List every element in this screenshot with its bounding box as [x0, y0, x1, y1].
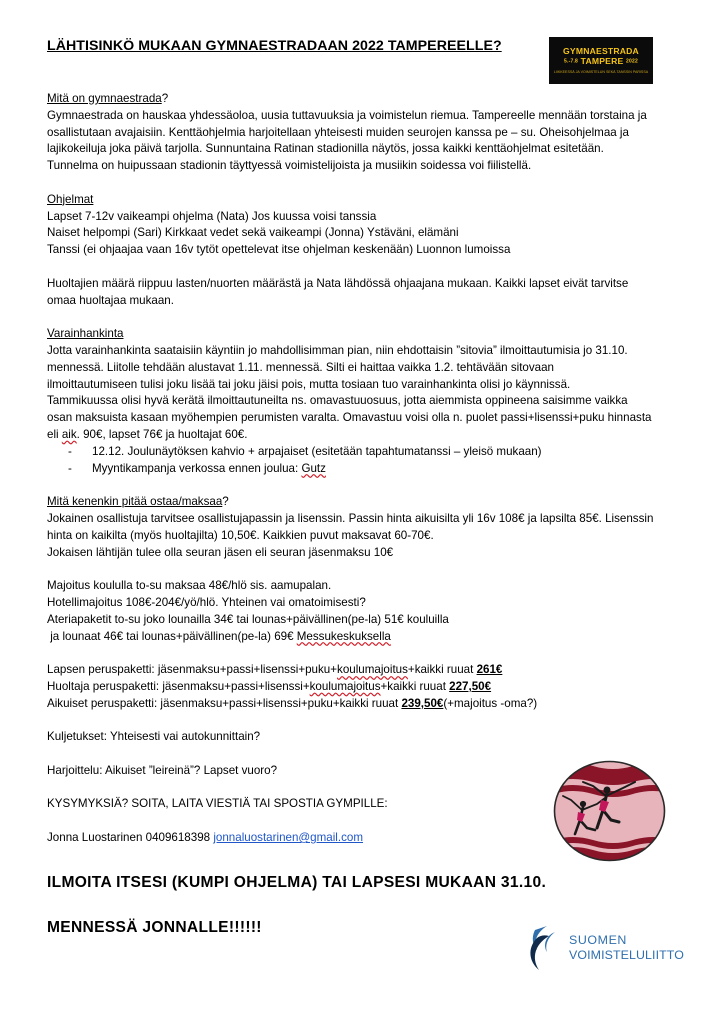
svl-line1: SUOMEN — [569, 933, 627, 947]
svl-line2: VOIMISTELULIITTO — [569, 948, 684, 962]
flyer-body — [47, 91, 697, 847]
paragraph-line: Jotta varainhankinta saataisiin käyntiin jo mahdollisimman pian, niin ehdottaisin ”sitovia” ilmoittautumisia jo 31.10. — [47, 343, 628, 357]
call-to-action-line2: MENNESSÄ JONNALLE!!!!!! — [47, 919, 262, 936]
questions-line: KYSYMYKSIÄ? SOITA, LAITA VIESTIÄ TAI SPOSTIA GYMPILLE: — [47, 797, 388, 811]
logo-dates: 5.-7.8 — [564, 58, 579, 65]
paragraph-line: hinta on kaikilta (myös huoltajilta) 10,50€. Kaikkien puvut maksavat 60-70€. — [47, 528, 434, 542]
suomen-voimisteluliitto-logo — [525, 918, 705, 978]
section-heading-fundraising: Varainhankinta — [47, 327, 124, 341]
paragraph-line: osan maksuista kasaan myöhempien perumisten varalta. Omavastuu voisi olla n. puolet passi+lisenssi+puku hinnasta — [47, 411, 652, 425]
accommodation-line: ja lounaat 46€ tai lounas+päivällinen(pe-la) 69€ Messukeskuksella — [47, 629, 391, 643]
logo-line1: GYMNAESTRADA — [563, 46, 639, 56]
section-heading-programs: Ohjelmat — [47, 192, 94, 206]
logo-city: TAMPERE — [580, 56, 624, 66]
gymnaestrada-logo — [549, 37, 653, 84]
club-gymnasts-logo — [553, 760, 666, 862]
transport-line: Kuljetukset: Yhteisesti vai autokunnittain? — [47, 730, 261, 744]
list-item — [47, 461, 697, 478]
program-line: Lapset 7-12v vaikeampi ohjelma (Nata) Jos kuussa voisi tanssia — [47, 209, 377, 223]
package-price: 261€ — [476, 663, 503, 677]
program-line: Tanssi (ei ohjaajaa vaan 16v tytöt opettelevat itse ohjelman keskenään) Luonnon lumoissa — [47, 243, 511, 257]
swoosh-icon — [525, 922, 565, 976]
paragraph-line: Tammikuussa olisi hyvä kerätä ilmoittautuneilta ns. omavastuuosuus, jotta aiemmista oppineena saisimme vaikka — [47, 394, 628, 408]
program-line: Naiset helpompi (Sari) Kirkkaat vedet sekä vaikeampi (Jonna) Ystäväni, elämäni — [47, 226, 459, 240]
paragraph-line: Tunnelma on huipussaan stadionin täyttyessä voimistelijoista ja musiikin soidessa voi fiilistellä. — [47, 159, 532, 173]
bullet-dash: - — [68, 461, 72, 475]
paragraph-line: mennessä. Liitolle tehdään alustavat 1.11. mennessä. Silti ei haittaa vaikka 1.2. tehtävään sitovaan — [47, 360, 555, 374]
call-to-action-line1: ILMOITA ITSESI (KUMPI OHJELMA) TAI LAPSESI MUKAAN 31.10. — [47, 874, 547, 891]
paragraph-line: Jokaisen lähtijän tulee olla seuran jäsen eli seuran jäsenmaksu 10€ — [47, 545, 394, 559]
email-link[interactable]: jonnaluostarinen@gmail.com — [213, 831, 364, 845]
section-heading-what: Mitä on gymnaestrada? — [47, 92, 169, 105]
logo-line2 — [549, 56, 653, 66]
paragraph-line: osallistutaan avajaisiin. Kenttäohjelmia harjoitellaan yhteisesti muiden seurojen kanssa pe – su. Oheisohjelmaa ja — [47, 125, 629, 139]
accommodation-line: Hotellimajoitus 108€-204€/yö/hlö. Yhteinen vai omatoimisesti? — [47, 595, 366, 609]
package-line: Huoltaja peruspaketti: jäsenmaksu+passi+lisenssi+koulumajoitus+kaikki ruuat 227,50€ — [47, 679, 492, 693]
package-line: Aikuiset peruspaketti: jäsenmaksu+passi+lisenssi+puku+kaikki ruuat 239,50€(+majoitus -oma?) — [47, 696, 538, 710]
logo-year: 2022 — [626, 58, 638, 65]
paragraph-line: Gymnaestrada on hauskaa yhdessäoloa, uusia tuttavuuksia ja voimistelun riemua. Tampereelle mennään torstaina ja — [47, 108, 647, 122]
accommodation-line: Ateriapaketit to-su joko lounailla 34€ tai lounas+päivällinen(pe-la) 51€ kouluilla — [47, 612, 449, 626]
list-item-text: Myyntikampanja verkossa ennen joulua: Gutz — [92, 461, 326, 475]
paragraph-line: ilmoittautumiseen tulisi joku lisää tai joku jäisi pois, mutta tosiaan tuo varainhankinta olisi jo käynnissä. — [47, 377, 571, 391]
paragraph-line: Jokainen osallistuja tarvitsee osallistujapassin ja lisenssin. Passin hinta aikuisilta yli 16v 108€ ja lapsilta 85€. Lisenssin — [47, 511, 654, 525]
paragraph-line: omaa huoltajaa mukaan. — [47, 293, 174, 307]
contact-name: Jonna Luostarinen 0409618398 — [47, 831, 214, 845]
logo-tagline: LIIKKEESSÄ JA VOIMISTELUN SEKÄ TANSSIN PARISSA — [553, 70, 649, 74]
list-item — [47, 444, 697, 461]
paragraph-line: lajikokeiluja joka päivä tarjolla. Sunnuntaina Ratinan stadionilla näytös, jossa kaikki kenttäohjelmat esitetään. — [47, 142, 604, 156]
section-heading-costs: Mitä kenenkin pitää ostaa/maksaa? — [47, 495, 229, 509]
accommodation-line: Majoitus koululla to-su maksaa 48€/hlö sis. aamupalan. — [47, 579, 332, 593]
package-line: Lapsen peruspaketti: jäsenmaksu+passi+lisenssi+puku+koulumajoitus+kaikki ruuat 261€ — [47, 663, 503, 677]
paragraph-line: Huoltajien määrä riippuu lasten/nuorten määrästä ja Nata lähdössä ohjaajana mukaan. Kaikki lapset eivät tarvitse — [47, 276, 629, 290]
bullet-dash: - — [68, 444, 72, 458]
package-price: 239,50€ — [401, 696, 444, 710]
package-price: 227,50€ — [449, 679, 492, 693]
practice-line: Harjoittelu: Aikuiset ”leireinä”? Lapset vuoro? — [47, 763, 278, 777]
list-item-text: 12.12. Joulunäytöksen kahvio + arpajaiset (esitetään tapahtumatanssi – yleisö mukaan) — [92, 444, 542, 458]
paragraph-line: eli aik. 90€, lapset 76€ ja huoltajat 60€. — [47, 427, 248, 441]
page-title: LÄHTISINKÖ MUKAAN GYMNAESTRADAAN 2022 TAMPEREELLE? — [47, 38, 502, 54]
